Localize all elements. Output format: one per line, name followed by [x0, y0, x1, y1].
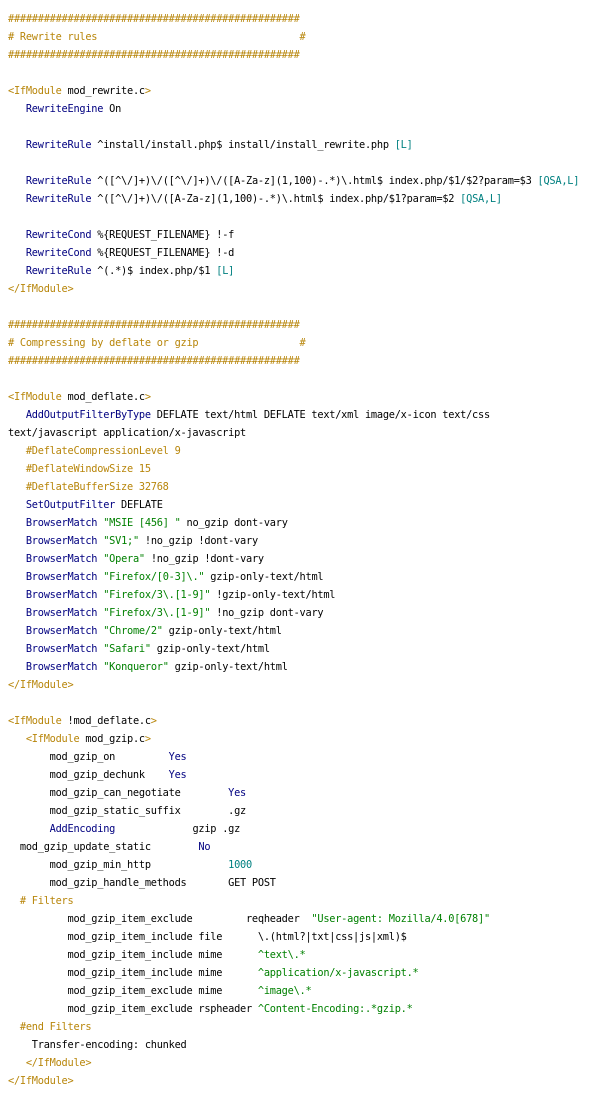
code-line [8, 910, 600, 928]
code-token: mod_gzip_update_static [8, 841, 199, 853]
code-line [8, 226, 600, 244]
code-token [8, 103, 26, 115]
code-line [8, 748, 600, 766]
code-token: !no_gzip !dont-vary [144, 553, 264, 565]
code-line [8, 10, 600, 28]
code-line [8, 874, 600, 892]
code-line [8, 424, 600, 442]
code-token: 1000 [228, 859, 252, 871]
code-token: RewriteRule [25, 175, 92, 187]
code-line [8, 460, 600, 478]
code-token: RewriteCond [25, 229, 92, 241]
code-token: "Safari" [103, 643, 151, 655]
code-token: # Rewrite rules # [8, 31, 306, 43]
code-token: #DeflateCompressionLevel 9 [8, 445, 181, 457]
code-token: ################################################# [8, 319, 300, 331]
code-line [8, 694, 600, 712]
code-line [8, 964, 600, 982]
code-token [8, 535, 26, 547]
code-token [8, 229, 26, 241]
code-token: ^Content-Encoding:.*gzip.* [257, 1003, 413, 1015]
code-token: mod_deflate.c [67, 391, 145, 403]
code-token: [QSA,L] [537, 175, 580, 187]
code-line [8, 784, 600, 802]
code-token: DEFLATE [115, 499, 163, 511]
code-token [8, 265, 26, 277]
code-token: no_gzip dont-vary [180, 517, 288, 529]
code-token: AddEncoding [49, 823, 116, 835]
code-token: mod_gzip_item_include file \.(html?|txt|css|js|xml)$ [8, 931, 407, 943]
code-token: ^image\.* [257, 985, 312, 997]
code-line [8, 298, 600, 316]
code-token: <IfModule [25, 733, 86, 745]
code-token: BrowserMatch [25, 625, 98, 637]
code-token: ^([^\/]+)\/([A-Za-z](1,100)-.*)\.html$ index.php/$1?param=$2 [91, 193, 461, 205]
code-token: [QSA,L] [460, 193, 502, 205]
code-token: mod_gzip_item_include mime [8, 967, 258, 979]
code-line [8, 244, 600, 262]
code-token: mod_gzip_min_http [8, 859, 229, 871]
code-token [8, 139, 26, 151]
code-token: On [103, 103, 122, 115]
code-token: </IfModule> [8, 679, 74, 691]
code-token [8, 643, 26, 655]
code-token: gzip-only-text/html [168, 661, 288, 673]
code-token [8, 571, 26, 583]
code-line [8, 928, 600, 946]
code-token: "SV1;" [103, 535, 139, 547]
code-line [8, 730, 600, 748]
code-line [8, 334, 600, 352]
code-token: </IfModule> [25, 1057, 92, 1069]
code-token: > [144, 391, 151, 403]
code-line [8, 1018, 600, 1036]
code-line [8, 532, 600, 550]
code-token: RewriteEngine [25, 103, 104, 115]
code-line [8, 766, 600, 784]
code-line [8, 838, 600, 856]
code-token: BrowserMatch [25, 643, 98, 655]
code-token: BrowserMatch [25, 589, 98, 601]
code-token: Yes [168, 751, 187, 763]
code-token: BrowserMatch [25, 571, 98, 583]
code-line [8, 856, 600, 874]
code-token: text/javascript application/x-javascript [8, 427, 246, 439]
code-line [8, 1054, 600, 1072]
code-line [8, 892, 600, 910]
code-line [8, 658, 600, 676]
code-token [8, 589, 26, 601]
code-line [8, 118, 600, 136]
code-token: > [144, 733, 151, 745]
code-line [8, 802, 600, 820]
code-token: !no_gzip !dont-vary [138, 535, 258, 547]
code-token: gzip-only-text/html [204, 571, 324, 583]
code-token [8, 661, 26, 673]
code-token: ^application/x-javascript.* [257, 967, 419, 979]
code-token: BrowserMatch [25, 661, 98, 673]
code-token [8, 193, 26, 205]
code-token: [L] [216, 265, 235, 277]
code-line [8, 388, 600, 406]
code-token: !gzip-only-text/html [210, 589, 336, 601]
code-line [8, 442, 600, 460]
code-token: BrowserMatch [25, 553, 98, 565]
code-token: RewriteRule [25, 139, 92, 151]
code-token: #DeflateBufferSize 32768 [8, 481, 169, 493]
code-token [8, 625, 26, 637]
code-token: "MSIE [456] " [103, 517, 181, 529]
code-line [8, 604, 600, 622]
code-token: mod_gzip_on [8, 751, 169, 763]
code-token: Yes [168, 769, 187, 781]
code-token [8, 1057, 26, 1069]
code-token: <IfModule [8, 715, 68, 727]
code-token: "Firefox/[0-3]\." [103, 571, 205, 583]
code-token: gzip-only-text/html [150, 643, 270, 655]
code-token: gzip-only-text/html [162, 625, 282, 637]
code-line [8, 568, 600, 586]
code-token: No [198, 841, 211, 853]
code-line [8, 190, 600, 208]
code-line [8, 46, 600, 64]
code-token: RewriteRule [25, 193, 92, 205]
code-token: </IfModule> [8, 1075, 74, 1087]
code-token: # Filters [8, 895, 74, 907]
code-token [8, 409, 26, 421]
code-token [8, 175, 26, 187]
code-line [8, 370, 600, 388]
code-line [8, 946, 600, 964]
code-token: SetOutputFilter [25, 499, 116, 511]
code-token: #DeflateWindowSize 15 [8, 463, 151, 475]
code-token [8, 733, 26, 745]
code-line [8, 208, 600, 226]
code-token [8, 823, 50, 835]
code-token [8, 553, 26, 565]
code-token [8, 607, 26, 619]
code-line [8, 100, 600, 118]
code-token: </IfModule> [8, 283, 74, 295]
code-token: "Opera" [103, 553, 145, 565]
code-token: ################################################# [8, 49, 300, 61]
code-token: "User-agent: Mozilla/4.0[678]" [311, 913, 490, 925]
code-token: %{REQUEST_FILENAME} !-d [91, 247, 235, 259]
code-token: <IfModule [8, 391, 68, 403]
code-token: ^([^\/]+)\/([^\/]+)\/([A-Za-z](1,100)-.*)\.html$ index.php/$1/$2?param=$3 [91, 175, 538, 187]
code-token: BrowserMatch [25, 607, 98, 619]
htaccess-code-block [8, 10, 600, 1090]
code-line [8, 1000, 600, 1018]
code-token: # Compressing by deflate or gzip # [8, 337, 306, 349]
code-token: mod_gzip_static_suffix .gz [8, 805, 246, 817]
code-token: mod_gzip_handle_methods GET POST [8, 877, 276, 889]
code-line [8, 172, 600, 190]
code-token: !no_gzip dont-vary [210, 607, 324, 619]
code-token [8, 499, 26, 511]
code-token: <IfModule [8, 85, 68, 97]
code-token: BrowserMatch [25, 535, 98, 547]
code-token: mod_rewrite.c [67, 85, 145, 97]
code-line [8, 1072, 600, 1090]
code-token: gzip .gz [115, 823, 241, 835]
code-token [8, 517, 26, 529]
code-token: mod_gzip_dechunk [8, 769, 169, 781]
code-line [8, 820, 600, 838]
code-token: mod_gzip_item_exclude rspheader [8, 1003, 258, 1015]
code-token: #end Filters [8, 1021, 92, 1033]
code-token: Transfer-encoding: chunked [8, 1039, 187, 1051]
code-line [8, 352, 600, 370]
code-line [8, 136, 600, 154]
code-line [8, 514, 600, 532]
code-line [8, 262, 600, 280]
code-line [8, 316, 600, 334]
code-token: [L] [394, 139, 413, 151]
code-line [8, 496, 600, 514]
code-line [8, 406, 600, 424]
code-token: RewriteRule [25, 265, 92, 277]
code-token: mod_gzip_item_exclude reqheader [8, 913, 312, 925]
code-token: ################################################# [8, 13, 300, 25]
code-token: AddOutputFilterByType [25, 409, 151, 421]
code-token: mod_gzip_item_exclude mime [8, 985, 258, 997]
code-line [8, 478, 600, 496]
code-token: mod_gzip_can_negotiate [8, 787, 229, 799]
code-token: "Firefox/3\.[1-9]" [103, 607, 211, 619]
code-token: !mod_deflate.c [67, 715, 151, 727]
code-token: RewriteCond [25, 247, 92, 259]
code-line [8, 640, 600, 658]
code-line [8, 28, 600, 46]
code-token: ^install/install.php$ install/install_rewrite.php [91, 139, 395, 151]
code-line [8, 676, 600, 694]
code-token: "Konqueror" [103, 661, 169, 673]
code-token [8, 247, 26, 259]
code-token: > [144, 85, 151, 97]
code-line [8, 154, 600, 172]
code-line [8, 550, 600, 568]
code-line [8, 712, 600, 730]
code-line [8, 586, 600, 604]
code-token: "Chrome/2" [103, 625, 163, 637]
code-line [8, 1036, 600, 1054]
code-token: ^text\.* [257, 949, 306, 961]
code-token: ################################################# [8, 355, 300, 367]
code-token: ^(.*)$ index.php/$1 [91, 265, 217, 277]
code-token: BrowserMatch [25, 517, 98, 529]
code-line [8, 82, 600, 100]
code-token: > [150, 715, 157, 727]
code-token: DEFLATE text/html DEFLATE text/xml image/x-icon text/css [150, 409, 490, 421]
code-token: "Firefox/3\.[1-9]" [103, 589, 211, 601]
code-token: mod_gzip.c [85, 733, 145, 745]
code-line [8, 622, 600, 640]
code-token: mod_gzip_item_include mime [8, 949, 258, 961]
code-token: %{REQUEST_FILENAME} !-f [91, 229, 235, 241]
code-token: Yes [228, 787, 246, 799]
code-line [8, 982, 600, 1000]
code-line [8, 280, 600, 298]
code-line [8, 64, 600, 82]
